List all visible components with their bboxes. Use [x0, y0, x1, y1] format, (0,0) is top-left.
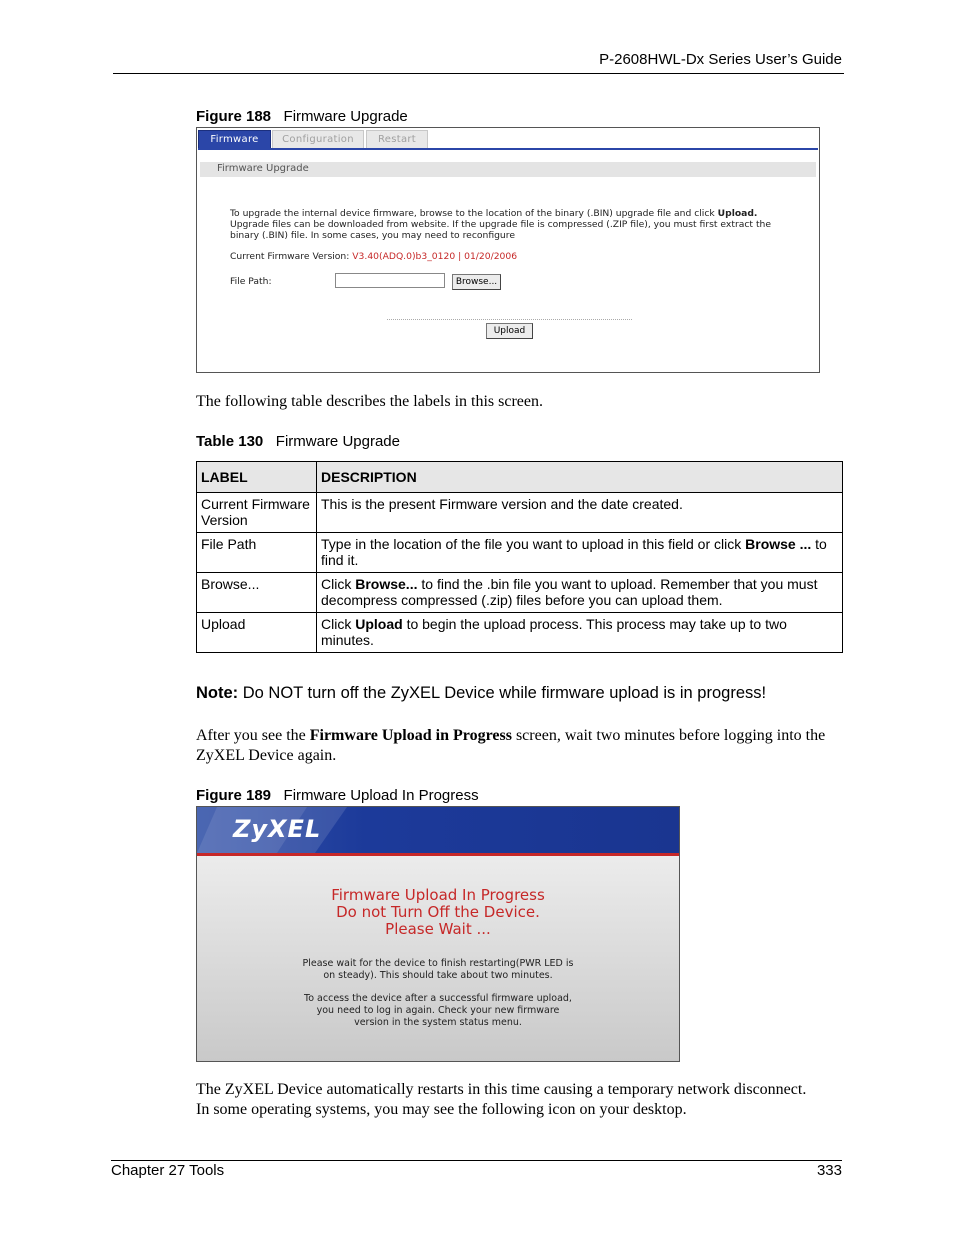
progress-line: Firmware Upload In Progress [331, 886, 545, 904]
figure-188-label: Figure 188 [196, 108, 272, 125]
progress-message [197, 887, 679, 938]
row-description [317, 493, 843, 533]
header-label: LABEL [197, 462, 317, 493]
wait-line: version in the system status menu. [354, 1017, 522, 1028]
figure-188-title: Firmware Upgrade [283, 108, 408, 125]
figure-189-title: Firmware Upload In Progress [283, 787, 479, 804]
desc-bold: Upload [355, 616, 403, 632]
desc-text: Click [321, 616, 356, 632]
intro-paragraph: The following table describes the labels in this screen. [196, 393, 544, 410]
table-row [197, 613, 843, 653]
footer-rule [111, 1160, 842, 1161]
note-text: Do NOT turn off the ZyXEL Device while firmware upload is in progress! [238, 684, 767, 702]
tab-firmware[interactable]: Firmware [198, 130, 271, 149]
after-paragraph [196, 726, 846, 766]
table-130-caption [196, 433, 400, 450]
desc-text: to find it. [321, 536, 827, 568]
zyxel-banner [197, 807, 679, 853]
closing-paragraph: The ZyXEL Device automatically restarts in this time causing a temporary network disconnect. In some operating systems, you may see the following icon on your desktop. [196, 1081, 807, 1118]
footer-page-number: 333 [816, 1162, 842, 1179]
tab-underline [198, 148, 818, 150]
desc-bold: Browse ... [745, 536, 812, 552]
row-label: File Path [197, 533, 317, 573]
footer-chapter: Chapter 27 Tools [111, 1162, 225, 1179]
table-130-label: Table 130 [196, 433, 264, 450]
description-bold: Upload. [717, 208, 758, 219]
description-text-2: Upgrade files can be downloaded from website. If the upgrade file is compressed (.ZIP file), you must first extract the binary (.BIN) file. In some cases, you may need to reconfigure [230, 219, 772, 241]
file-path-input[interactable] [335, 273, 445, 288]
progress-line: Please Wait ... [385, 920, 491, 938]
note-label: Note: [196, 684, 239, 702]
header-description: DESCRIPTION [317, 462, 843, 493]
browse-button[interactable]: Browse... [452, 274, 501, 290]
desc-text: to begin the upload process. This process may take up to two minutes. [321, 616, 787, 648]
row-label: Upload [197, 613, 317, 653]
figure-189-label: Figure 189 [196, 787, 272, 804]
after-text-b: screen, wait two minutes before logging into the ZyXEL Device again. [196, 727, 826, 764]
relogin-message [197, 993, 679, 1029]
banner-red-rule [197, 853, 679, 856]
table-header-row [197, 462, 843, 493]
desc-text: to find the .bin file you want to upload. Remember that you must decompress compressed (.zip) files before you can upload them. [321, 576, 818, 608]
desc-text: Type in the location of the file you want to upload in this field or click [321, 536, 746, 552]
figure-189-caption [196, 787, 479, 804]
upload-button[interactable]: Upload [486, 323, 533, 339]
row-description [317, 573, 843, 613]
table-130-title: Firmware Upgrade [275, 433, 400, 450]
dotted-divider [387, 319, 632, 320]
wait-line: on steady). This should take about two minutes. [323, 970, 553, 981]
row-label: Browse... [197, 573, 317, 613]
description-text-1: To upgrade the internal device firmware, browse to the location of the binary (.BIN) upgrade file and click [230, 208, 718, 219]
tab-configuration[interactable]: Configuration [272, 130, 364, 149]
firmware-upgrade-screenshot [196, 127, 820, 373]
note-paragraph [196, 684, 766, 703]
header-rule [113, 73, 844, 74]
progress-line: Do not Turn Off the Device. [336, 903, 540, 921]
after-text-a: After you see the [196, 727, 310, 744]
wait-line: Please wait for the device to finish restarting(PWR LED is [302, 958, 574, 969]
desc-text: Click [321, 576, 356, 592]
wait-line: you need to log in again. Check your new firmware [316, 1005, 560, 1016]
row-description [317, 533, 843, 573]
current-version-value: V3.40(ADQ.0)b3_0120 | 01/20/2006 [352, 251, 518, 262]
restart-wait-message [197, 958, 679, 982]
upload-in-progress-screenshot [196, 806, 680, 1062]
row-label: Current Firmware Version [197, 493, 317, 533]
current-firmware-version-row [230, 251, 517, 262]
desc-text: This is the present Firmware version and the date created. [321, 496, 683, 512]
section-title: Firmware Upgrade [217, 163, 309, 174]
desc-bold: Browse... [355, 576, 418, 592]
table-row [197, 573, 843, 613]
zyxel-logo: ZyXEL [233, 815, 322, 843]
figure-188-caption [196, 108, 408, 125]
running-header: P-2608HWL-Dx Series User’s Guide [599, 51, 842, 68]
table-row [197, 493, 843, 533]
after-text-bold: Firmware Upload in Progress [309, 727, 512, 744]
firmware-description [230, 208, 790, 241]
current-version-label: Current Firmware Version: [230, 251, 353, 262]
table-row [197, 533, 843, 573]
labels-table [196, 461, 843, 653]
tab-restart[interactable]: Restart [366, 130, 428, 149]
row-description [317, 613, 843, 653]
wait-line: To access the device after a successful firmware upload, [304, 993, 572, 1004]
file-path-label: File Path: [230, 276, 272, 287]
